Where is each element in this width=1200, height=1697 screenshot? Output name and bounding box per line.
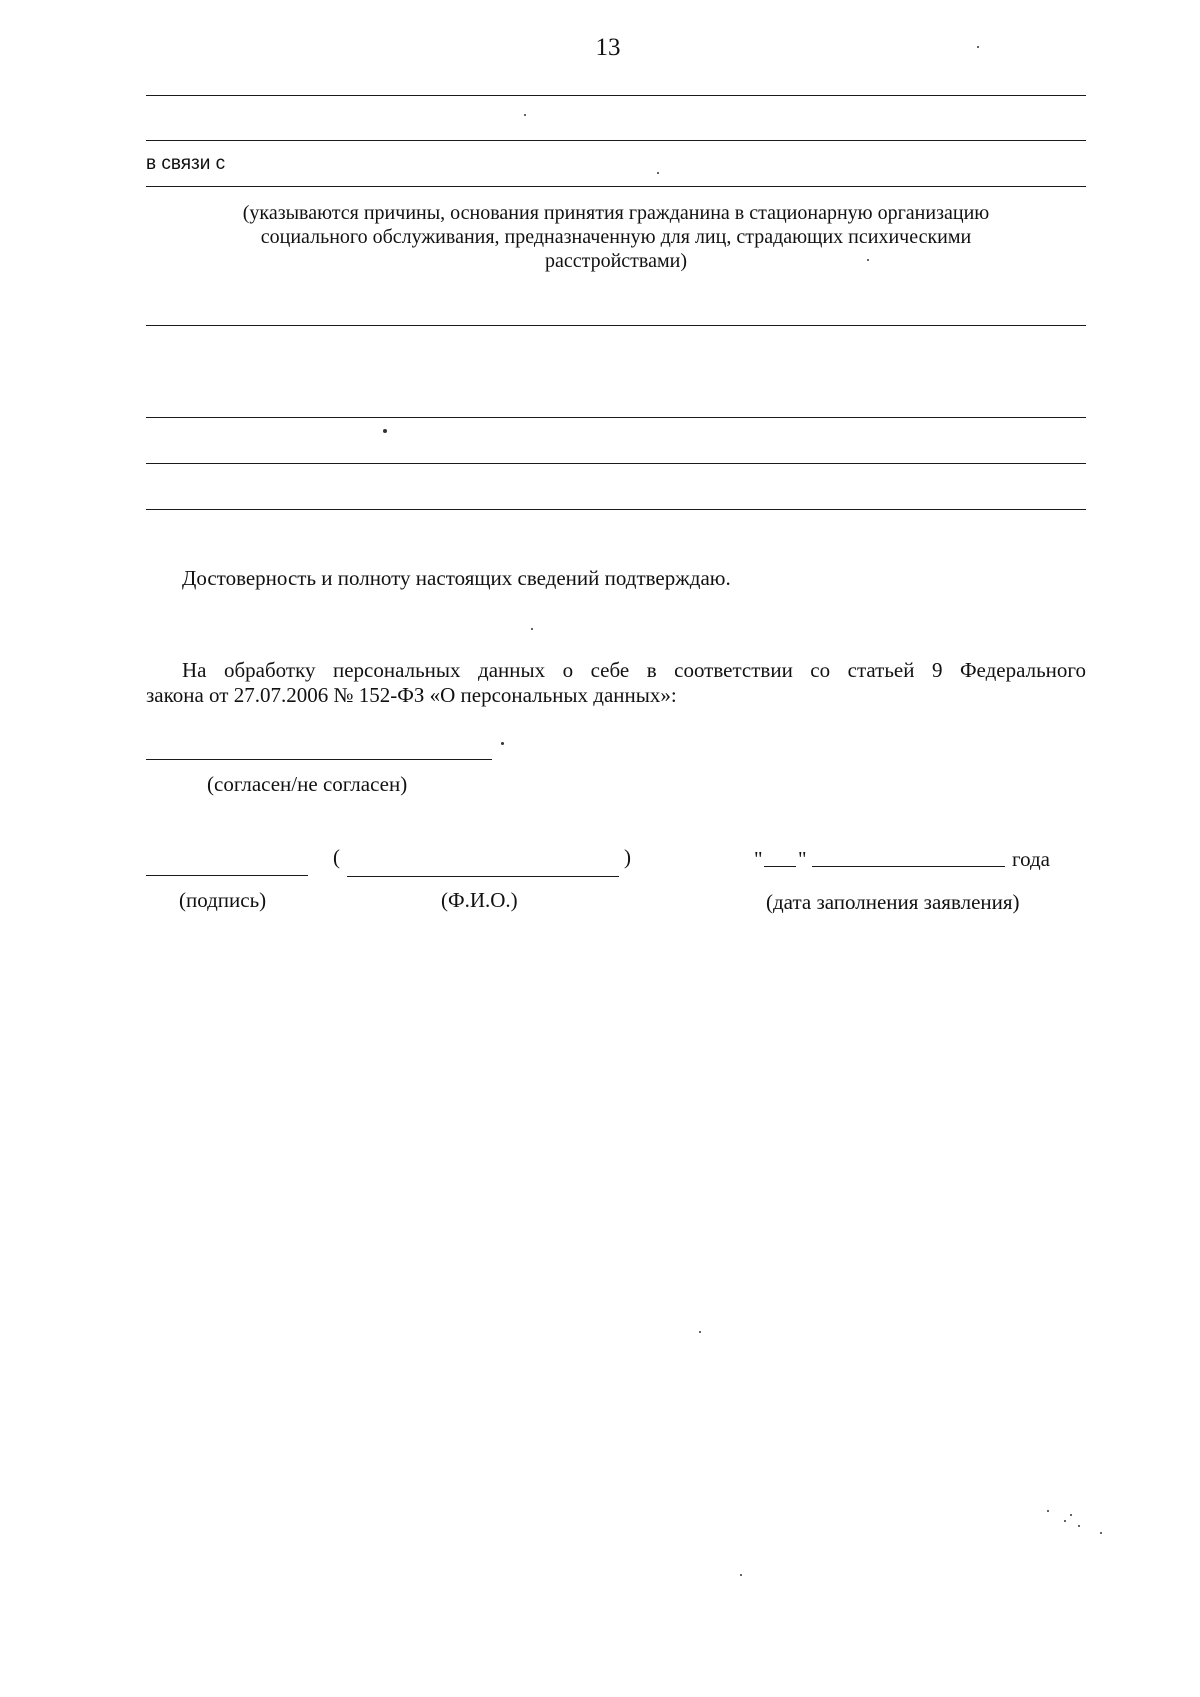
scan-speck xyxy=(383,429,387,433)
scan-speck xyxy=(1047,1510,1049,1512)
scan-speck xyxy=(977,46,979,48)
consent-line-2: закона от 27.07.2006 № 152-ФЗ «О персональных данных»: xyxy=(146,683,677,707)
scan-speck xyxy=(1070,1514,1072,1516)
scan-speck xyxy=(531,628,533,630)
signature-caption: (подпись) xyxy=(179,888,267,912)
blank-line-1 xyxy=(146,95,1086,96)
scan-speck xyxy=(699,1331,701,1333)
signature-line xyxy=(146,875,308,876)
blank-line-4 xyxy=(146,417,1086,418)
name-paren-open: ( xyxy=(333,845,340,869)
full-name-caption: (Ф.И.О.) xyxy=(441,888,518,912)
scan-speck xyxy=(657,172,659,174)
reason-intro: в связи с xyxy=(146,153,226,174)
day-line xyxy=(764,866,796,867)
scan-speck xyxy=(501,742,504,745)
year-word: года xyxy=(1012,847,1050,871)
blank-line-5 xyxy=(146,463,1086,464)
blank-line-3 xyxy=(146,325,1086,326)
scan-speck xyxy=(1100,1532,1102,1534)
scan-speck xyxy=(524,114,526,116)
reason-line xyxy=(146,186,1086,187)
consent-line-1: На обработку персональных данных о себе в соответствии со статьей 9 Федерального xyxy=(182,658,1086,682)
consent-answer-line xyxy=(146,759,492,760)
month-year-line xyxy=(812,866,1005,867)
confirmation-statement: Достоверность и полноту настоящих сведений подтверждаю. xyxy=(182,566,731,590)
blank-line-2 xyxy=(146,140,1086,141)
reason-hint xyxy=(146,201,1086,273)
reason-hint-line-1: (указываются причины, основания принятия гражданина в стационарную организацию xyxy=(242,202,990,224)
day-quote-open: " xyxy=(754,847,763,871)
scan-speck xyxy=(867,259,869,261)
day-quote-close: " xyxy=(798,847,807,871)
blank-line-6 xyxy=(146,509,1086,510)
date-caption: (дата заполнения заявления) xyxy=(766,890,1020,914)
consent-hint: (согласен/не согласен) xyxy=(207,772,408,796)
full-name-line xyxy=(347,876,619,877)
reason-hint-line-2: социального обслуживания, предназначенную для лиц, страдающих психическими xyxy=(260,226,972,248)
consent-paragraph xyxy=(146,658,1086,708)
page-number: 13 xyxy=(595,34,621,61)
name-paren-close: ) xyxy=(624,845,631,869)
scan-speck xyxy=(1078,1525,1080,1527)
reason-hint-line-3: расстройствами) xyxy=(544,250,687,272)
scan-speck xyxy=(740,1574,742,1576)
scan-speck xyxy=(1064,1520,1066,1522)
